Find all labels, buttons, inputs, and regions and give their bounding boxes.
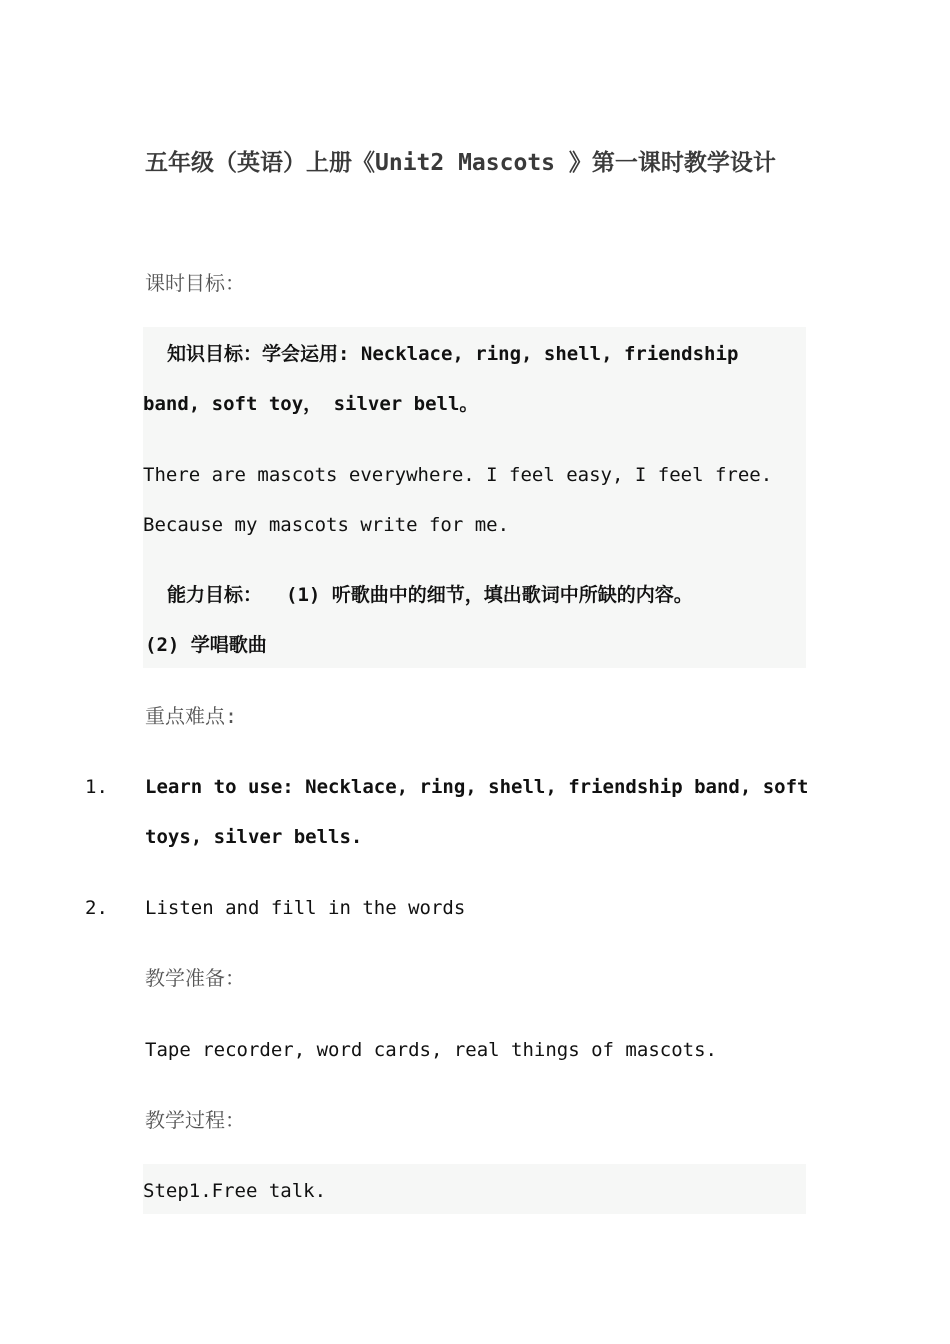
preparation-text: Tape recorder, word cards, real things of mascots. xyxy=(145,1039,717,1061)
ability-goal-line1 xyxy=(167,580,693,610)
knowledge-goal-line2: band, soft toy， silver bell。 xyxy=(143,393,479,415)
key-point-number: 2. xyxy=(85,897,108,919)
preparation-heading: 教学准备： xyxy=(145,966,245,990)
song-line-2: Because my mascots write for me. xyxy=(143,514,510,536)
step1-text: Step1.Free talk. xyxy=(143,1180,327,1202)
key-point-item-1 xyxy=(85,762,815,862)
ability-goal-item2: (2) 学唱歌曲 xyxy=(145,634,267,656)
key-point-text: Learn to use: Necklace, ring, shell, friendship band, soft toys, silver bells. xyxy=(145,776,809,848)
document-title: 五年级（英语）上册《Unit2 Mascots 》第一课时教学设计 xyxy=(145,150,776,176)
process-heading: 教学过程： xyxy=(145,1108,245,1132)
knowledge-goal-words: Necklace, ring, shell, friendship xyxy=(349,343,739,365)
knowledge-goal-label: 知识目标：学会运用: xyxy=(167,343,350,365)
goals-block xyxy=(143,327,806,668)
key-point-text: Listen and fill in the words xyxy=(145,897,466,919)
goals-heading: 课时目标： xyxy=(145,271,245,295)
ability-goal-item1: (1) 听歌曲中的细节，填出歌词中所缺的内容。 xyxy=(286,584,693,606)
key-point-item-2 xyxy=(85,883,815,933)
key-point-number: 1. xyxy=(85,776,108,798)
song-line-1: There are mascots everywhere. I feel easy, I feel free. xyxy=(143,464,773,486)
knowledge-goal-line1 xyxy=(167,339,738,369)
ability-goal-label: 能力目标： xyxy=(167,584,263,606)
key-points-heading: 重点难点: xyxy=(145,704,238,728)
